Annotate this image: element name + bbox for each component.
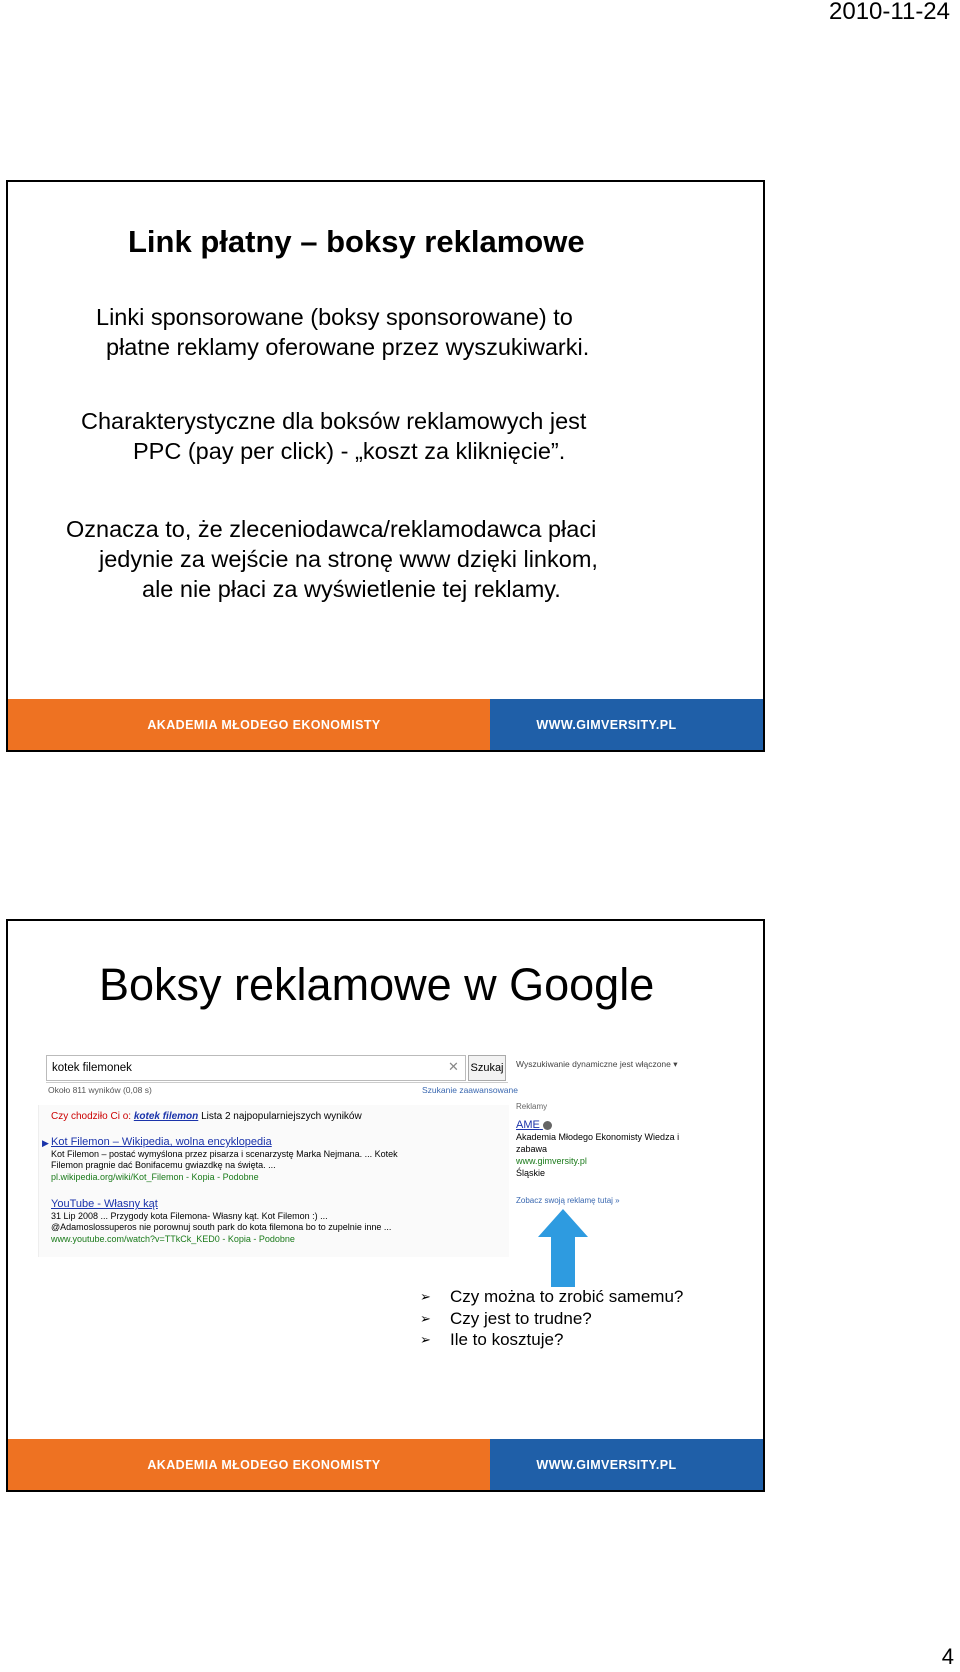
footer-website: WWW.GIMVERSITY.PL: [490, 699, 763, 750]
paragraph-line: Oznacza to, że zleceniodawca/reklamodawca płaci: [66, 516, 597, 542]
result-title: YouTube - Własny kąt: [51, 1198, 158, 1210]
result-pointer-icon: ▶: [42, 1138, 49, 1148]
did-you-mean: [51, 1111, 362, 1122]
clear-search-icon: ✕: [448, 1059, 459, 1074]
bullet-arrow-icon: ➢: [420, 1310, 431, 1326]
result-url: pl.wikipedia.org/wiki/Kot_Filemon - Kopia - Podobne: [51, 1171, 259, 1182]
ad-title: [516, 1119, 691, 1131]
footer-website: WWW.GIMVERSITY.PL: [490, 1439, 763, 1490]
slide-google-ads: [6, 919, 765, 1492]
ad-text-line: Akademia Młodego Ekonomisty Wiedza i: [516, 1132, 680, 1142]
advanced-search-link: Szukanie zaawansowane: [422, 1085, 518, 1095]
paragraph-line: PPC (pay per click) - „koszt za kliknięcie”.: [133, 438, 566, 464]
result-snippet-line: Filemon pragnie dać Bonifacemu gwiazdkę na święta. ...: [51, 1160, 276, 1170]
page-date: 2010-11-24: [829, 0, 950, 25]
search-button: Szukaj: [468, 1055, 506, 1081]
slide-title: Boksy reklamowe w Google: [99, 959, 655, 1010]
ad-text-line: zabawa: [516, 1144, 548, 1154]
search-result: [42, 1136, 398, 1183]
result-snippet-line: @Adamoslossuperos nie porownuj south park do kota filemona bo to zupelnie inne ...: [51, 1222, 392, 1232]
search-result: [51, 1199, 391, 1245]
question-text: Ile to kosztuje?: [450, 1330, 564, 1349]
slide-footer: [8, 1439, 763, 1490]
slide-footer: [8, 699, 763, 750]
ad-title-text: AME: [516, 1119, 540, 1131]
did-you-mean-link: kotek filemon: [133, 1111, 199, 1122]
paragraph-line: Charakterystyczne dla boksów reklamowych jest: [81, 408, 587, 434]
paragraph-line: Linki sponsorowane (boksy sponsorowane) to: [96, 304, 573, 330]
info-icon: [543, 1121, 552, 1130]
paragraph-sponsored-links: [96, 302, 589, 362]
question-text: Czy można to zrobić samemu?: [450, 1287, 684, 1306]
ads-label: Reklamy: [516, 1102, 548, 1111]
slide-link-platny: [6, 180, 765, 752]
did-you-mean-label: Czy chodziło Ci o:: [51, 1111, 132, 1122]
paragraph-line: płatne reklamy oferowane przez wyszukiwarki.: [106, 334, 590, 360]
dynamic-search-note: Wyszukiwanie dynamiczne jest włączone ▾: [516, 1059, 678, 1069]
paragraph-line: jedynie za wejście na stronę www dzięki linkom,: [99, 546, 598, 572]
question-item: [420, 1286, 683, 1308]
result-count: Około 811 wyników (0,08 s): [48, 1085, 152, 1095]
question-text: Czy jest to trudne?: [450, 1308, 592, 1328]
sponsored-ads-box: [516, 1101, 691, 1207]
up-arrow-icon: [538, 1209, 588, 1287]
question-item: [420, 1308, 683, 1330]
result-snippet-line: Kot Filemon – postać wymyślona przez pisarza i scenarzystę Marka Nejmana. ... Kotek: [51, 1148, 398, 1159]
ad-url: www.gimversity.pl: [516, 1156, 587, 1166]
divider: [46, 1082, 508, 1083]
bullet-arrow-icon: ➢: [420, 1332, 431, 1347]
see-your-ad-link: Zobacz swoją reklamę tutaj »: [516, 1196, 620, 1205]
bullet-arrow-icon: ➢: [420, 1289, 431, 1304]
result-title: Kot Filemon – Wikipedia, wolna encyklopedia: [51, 1136, 272, 1148]
did-you-mean-rest: Lista 2 najpopularniejszych wyników: [201, 1111, 362, 1122]
footer-academy-name: AKADEMIA MŁODEGO EKONOMISTY: [8, 699, 490, 750]
page-number: 4: [941, 1644, 954, 1669]
paragraph-line: ale nie płaci za wyświetlenie tej reklamy.: [142, 576, 561, 602]
result-snippet-line: 31 Lip 2008 ... Przygody kota Filemona- Własny kąt. Kot Filemon :) ...: [51, 1210, 328, 1221]
google-screenshot: [38, 1049, 728, 1303]
search-results: [38, 1105, 509, 1257]
question-item: [420, 1329, 683, 1351]
question-list: [420, 1286, 683, 1351]
footer-academy-name: AKADEMIA MŁODEGO EKONOMISTY: [8, 1439, 490, 1490]
slide-title: Link płatny – boksy reklamowe: [128, 224, 585, 259]
ad-location: Śląskie: [516, 1168, 546, 1178]
paragraph-meaning: [66, 514, 598, 604]
search-input: kotek filemonek: [46, 1055, 466, 1081]
paragraph-ppc: [81, 406, 586, 466]
result-url: www.youtube.com/watch?v=TTkCk_KED0 - Kopia - Podobne: [51, 1233, 295, 1244]
